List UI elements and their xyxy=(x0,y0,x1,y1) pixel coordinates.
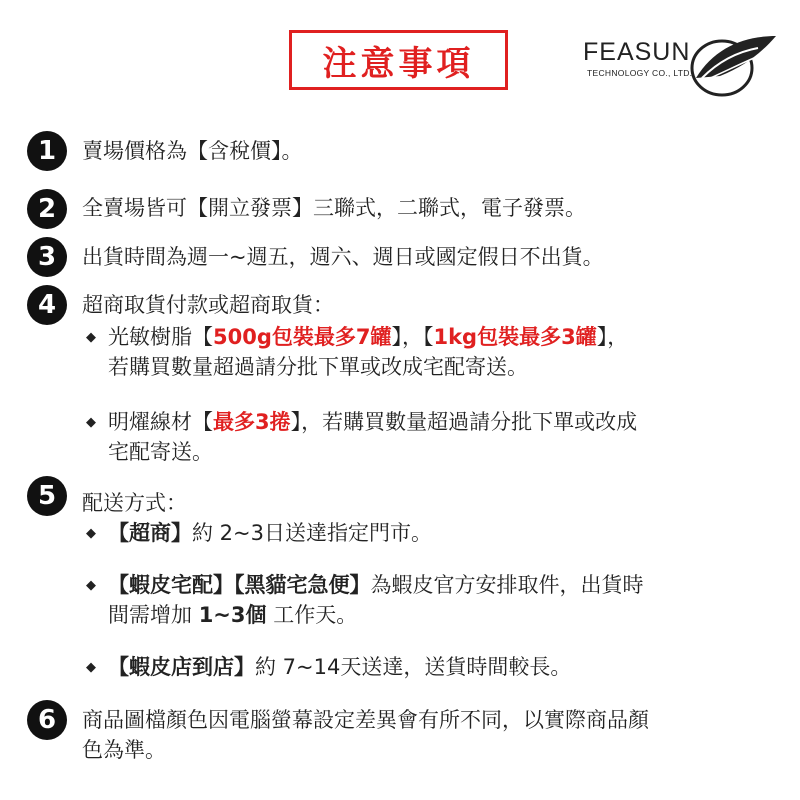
notice-item-6: 商品圖檔顏色因電腦螢幕設定差異會有所不同，以實際商品顏 xyxy=(82,708,649,732)
number-badge-6: 6 xyxy=(27,700,67,740)
bullet-icon: ◆ xyxy=(86,415,96,430)
feasun-logo xyxy=(578,28,778,103)
filament-suffix: 】，若購買數量超過請分批下單或改成 xyxy=(290,410,638,434)
number-badge-5: 5 xyxy=(27,476,67,516)
cont-prefix: 間需增加 xyxy=(108,603,199,627)
filament-prefix: 明燿線材【 xyxy=(108,410,213,434)
notice-item-6-continuation: 色為準。 xyxy=(82,738,166,762)
resin-suffix: 】， xyxy=(596,325,629,349)
shipping-method: 【超商】 xyxy=(108,521,192,545)
cont-suffix: 工作天。 xyxy=(266,603,358,627)
shipping-method: 【蝦皮店到店】 xyxy=(108,655,255,679)
notice-item-4: 超商取貨付款或超商取貨： xyxy=(82,293,334,317)
shipping-home-delivery xyxy=(86,570,644,601)
extra-days: 1~3個 xyxy=(198,603,267,627)
resin-prefix: 光敏樹脂【 xyxy=(108,325,213,349)
shipping-detail: 為蝦皮官方安排取件，出貨時 xyxy=(370,573,644,597)
filament-limit-continuation: 宅配寄送。 xyxy=(108,440,213,464)
logo-subtitle: TECHNOLOGY CO., LTD. xyxy=(587,68,693,78)
bullet-icon: ◆ xyxy=(86,526,96,541)
filament-limit-line xyxy=(86,407,637,438)
shipping-home-continuation xyxy=(108,600,357,630)
logo-wing-icon xyxy=(684,28,779,103)
resin-limit-line xyxy=(86,322,628,353)
notice-item-1: 賣場價格為【含稅價】。 xyxy=(82,139,303,163)
resin-limit-continuation: 若購買數量超過請分批下單或改成宅配寄送。 xyxy=(108,355,528,379)
notice-item-5: 配送方式： xyxy=(82,491,187,515)
shipping-store-pickup xyxy=(86,652,571,683)
number-badge-3: 3 xyxy=(27,237,67,277)
resin-1kg-limit: 1kg包裝最多3罐 xyxy=(433,325,597,349)
bullet-icon: ◆ xyxy=(86,330,96,345)
notice-item-3: 出貨時間為週一~週五，週六、週日或國定假日不出貨。 xyxy=(82,245,604,269)
shipping-detail: 約 7~14天送達，送貨時間較長。 xyxy=(255,655,572,679)
number-badge-2: 2 xyxy=(27,189,67,229)
shipping-detail: 約 2~3日送達指定門市。 xyxy=(192,521,432,545)
shipping-method: 【蝦皮宅配】【黑貓宅急便】 xyxy=(108,573,371,597)
page-title: 注意事項 xyxy=(322,43,475,84)
bullet-icon: ◆ xyxy=(86,578,96,593)
logo-name: FEASUN xyxy=(583,38,691,66)
title-box xyxy=(289,30,508,90)
number-badge-1: 1 xyxy=(27,131,67,171)
resin-500g-limit: 500g包裝最多7罐 xyxy=(213,325,392,349)
resin-mid: 】，【 xyxy=(391,325,434,349)
number-badge-4: 4 xyxy=(27,285,67,325)
shipping-convenience-store xyxy=(86,518,432,549)
bullet-icon: ◆ xyxy=(86,660,96,675)
notice-item-2: 全賣場皆可【開立發票】三聯式，二聯式，電子發票。 xyxy=(82,196,586,220)
filament-limit: 最多3捲 xyxy=(213,410,291,434)
